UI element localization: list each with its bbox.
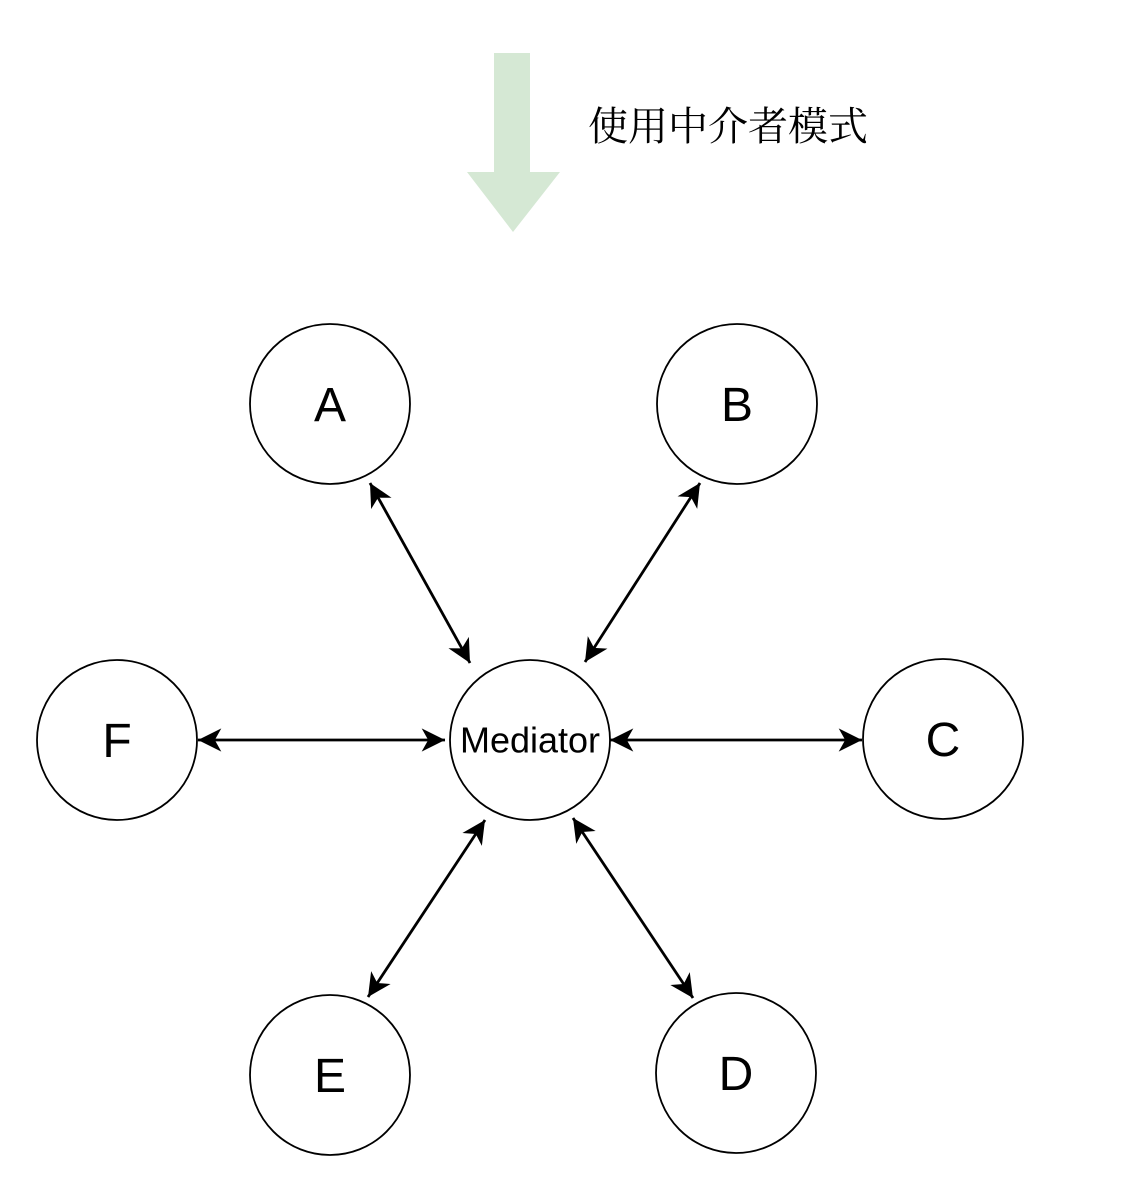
node-d <box>656 993 816 1153</box>
node-b <box>657 324 817 484</box>
annotation-label: 使用中介者模式 <box>588 105 868 149</box>
down-arrow-icon <box>467 53 560 232</box>
node-a <box>250 324 410 484</box>
node-d-label: D <box>718 1047 754 1101</box>
edge-d-mediator <box>573 818 693 998</box>
edge-e-mediator <box>368 820 485 997</box>
node-e <box>250 995 410 1155</box>
node-a-label: A <box>313 378 347 432</box>
edge-a-mediator <box>370 483 470 663</box>
node-c-label: C <box>925 713 961 767</box>
node-e-label: E <box>313 1049 347 1103</box>
edge-b-mediator <box>585 483 700 662</box>
mediator-label: Mediator <box>459 719 601 761</box>
node-f <box>37 660 197 820</box>
mediator-node <box>450 660 610 820</box>
node-f-label: F <box>102 714 132 768</box>
node-c <box>863 659 1023 819</box>
node-b-label: B <box>720 378 754 432</box>
